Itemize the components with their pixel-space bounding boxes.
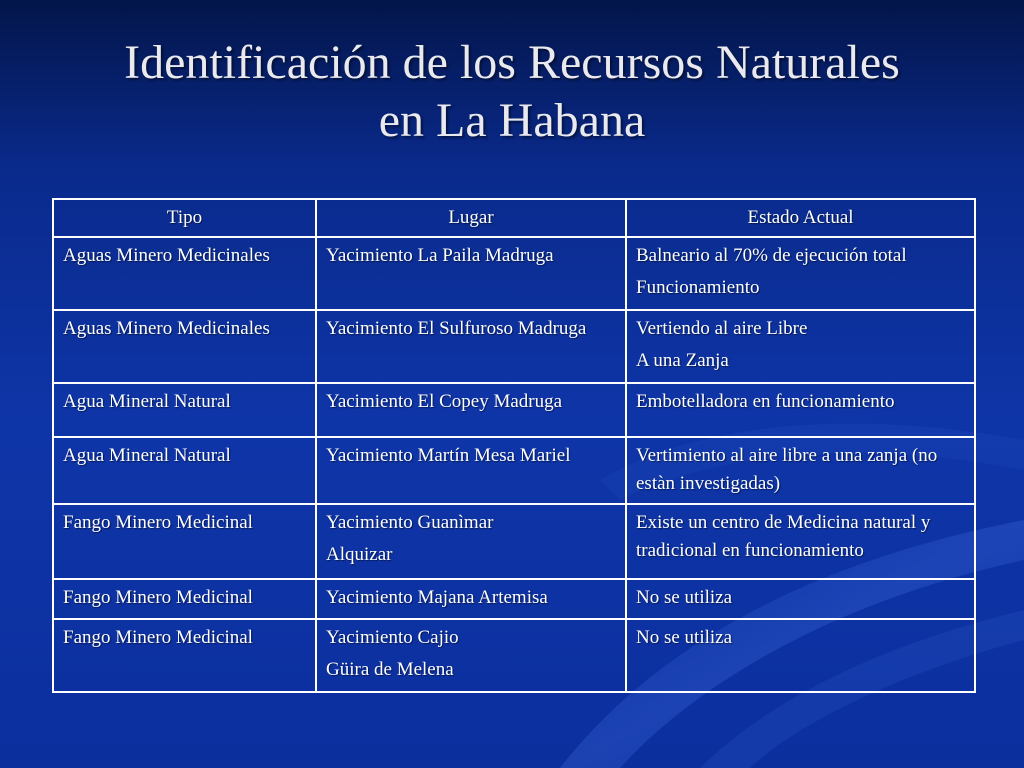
cell-text: Yacimiento El Sulfuroso Madruga bbox=[326, 318, 587, 339]
table-row bbox=[53, 579, 975, 619]
cell-lugar bbox=[316, 579, 626, 619]
table-row bbox=[53, 619, 975, 692]
cell-text: Alquizar bbox=[326, 544, 393, 565]
cell-estado bbox=[626, 383, 975, 437]
cell-estado bbox=[626, 619, 975, 692]
cell-estado bbox=[626, 310, 975, 383]
cell-text: Fango Minero Medicinal bbox=[63, 512, 253, 533]
cell-lugar bbox=[316, 437, 626, 504]
cell-lugar bbox=[316, 310, 626, 383]
table-row bbox=[53, 383, 975, 437]
cell-lugar bbox=[316, 383, 626, 437]
cell-estado bbox=[626, 237, 975, 310]
cell-estado bbox=[626, 437, 975, 504]
cell-lugar bbox=[316, 619, 626, 692]
cell-text: No se utiliza bbox=[636, 627, 733, 648]
cell-text: Yacimiento Majana Artemisa bbox=[326, 587, 548, 608]
cell-text: Agua Mineral Natural bbox=[63, 391, 231, 412]
header-tipo: Tipo bbox=[53, 199, 316, 237]
cell-estado bbox=[626, 579, 975, 619]
cell-estado bbox=[626, 504, 975, 579]
cell-lugar bbox=[316, 237, 626, 310]
cell-tipo bbox=[53, 504, 316, 579]
cell-text: Yacimiento La Paila Madruga bbox=[326, 245, 554, 266]
cell-text: Aguas Minero Medicinales bbox=[63, 245, 270, 266]
cell-text: Aguas Minero Medicinales bbox=[63, 318, 270, 339]
cell-text: Balneario al 70% de ejecución total bbox=[636, 245, 907, 266]
cell-text: Yacimiento Cajio bbox=[326, 627, 459, 648]
cell-text: Funcionamiento bbox=[636, 277, 760, 298]
cell-text: Yacimiento El Copey Madruga bbox=[326, 391, 563, 412]
cell-text: Fango Minero Medicinal bbox=[63, 627, 253, 648]
cell-text: Güira de Melena bbox=[326, 659, 454, 680]
table-row bbox=[53, 504, 975, 579]
cell-text: No se utiliza bbox=[636, 587, 733, 608]
header-lugar: Lugar bbox=[316, 199, 626, 237]
cell-tipo bbox=[53, 619, 316, 692]
cell-text: Fango Minero Medicinal bbox=[63, 587, 253, 608]
cell-text: A una Zanja bbox=[636, 350, 729, 371]
cell-tipo bbox=[53, 579, 316, 619]
cell-tipo bbox=[53, 437, 316, 504]
cell-text: Agua Mineral Natural bbox=[63, 445, 231, 466]
cell-tipo bbox=[53, 310, 316, 383]
cell-tipo bbox=[53, 383, 316, 437]
cell-text: Embotelladora en funcionamiento bbox=[636, 391, 895, 412]
cell-lugar bbox=[316, 504, 626, 579]
slide-title-line-2: en La Habana bbox=[378, 94, 646, 147]
table-row bbox=[53, 237, 975, 310]
slide-title bbox=[0, 34, 1024, 150]
cell-text: Yacimiento Martín Mesa Mariel bbox=[326, 445, 571, 466]
header-estado-actual: Estado Actual bbox=[626, 199, 975, 237]
table-header-row bbox=[53, 199, 975, 237]
cell-text: Existe un centro de Medicina natural y tradicional en funcionamiento bbox=[636, 512, 931, 561]
cell-text: Vertimiento al aire libre a una zanja (no estàn investigadas) bbox=[636, 445, 938, 494]
cell-text: Yacimiento Guanìmar bbox=[326, 512, 494, 533]
table-row bbox=[53, 310, 975, 383]
cell-tipo bbox=[53, 237, 316, 310]
natural-resources-table bbox=[52, 198, 976, 693]
cell-text: Vertiendo al aire Libre bbox=[636, 318, 808, 339]
slide-title-line-1: Identificación de los Recursos Naturales bbox=[124, 36, 900, 89]
table-row bbox=[53, 437, 975, 504]
